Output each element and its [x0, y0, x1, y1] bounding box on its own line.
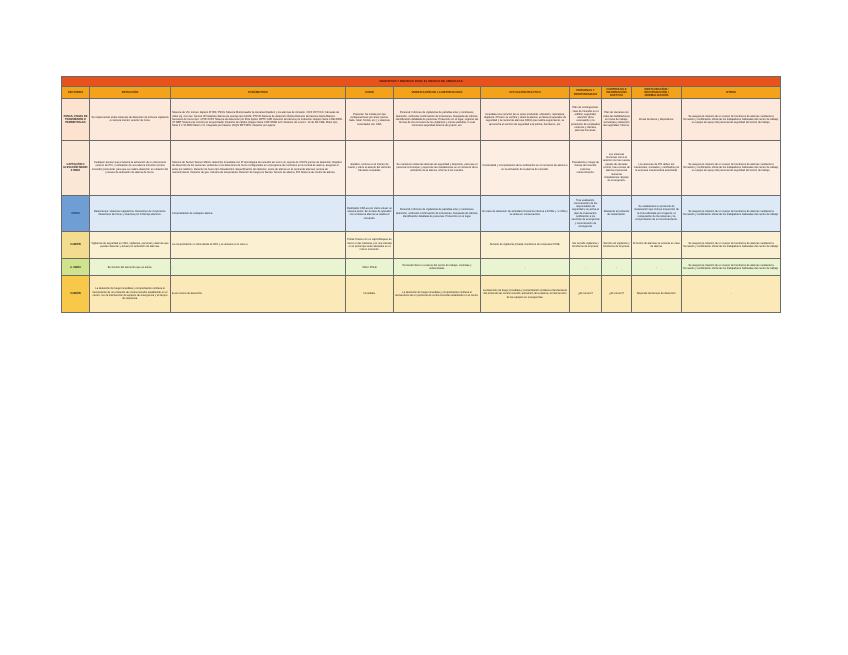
table-cell: Presente: Se instala por tipo configuraciones por área (vecino, baile, retail, frontal, etc.) y sistemas conectados con CRA.: [346, 99, 394, 140]
table-cell: Inmediata una mención de su aviso producido, ubicación, naturaleza, objetivos. Primero se verifica y ubica la alarma, se llama al operador de seguridad y la central de alarmas (CRA) que realiza seguimiento, se aprovecha el servicio de seguridad a la policía, bomberos, etc.: [481, 99, 570, 140]
table-title: OBJETIVOS Y MEDIDAS PARA EL RIESGO DE AMENAZAS: [62, 77, 781, 87]
table-cell: La detección de fuego inmediata y comprobación conlleva el lanzamiento del protocolo de contra incendio, activación de la alarma, la intervención de los equipos en emergencias.: [481, 276, 570, 312]
sector-cell: CAMIÓN: [62, 276, 90, 312]
spreadsheet: [61, 76, 780, 313]
sector-cell: A. OBRA: [62, 259, 90, 276]
risk-measures-table: [61, 76, 781, 313]
header-verificacion: VERIFICACIÓN DE LA METODOLOGÍA: [394, 87, 481, 99]
table-cell: -: [481, 259, 570, 276]
table-cell: Tras evaluación, comunicación de los responsables de seguridad y se activa el plan de evacuación, notificación a los servicios de emergencia y comunicación de emergencia.: [570, 195, 602, 231]
table-cell: Los sistemas funcionan como el anterior con las nuevas pautas de cámaras control, tras el aviso de alarma el personal revisa las instalaciones. Equipo de emergencia.: [602, 140, 632, 195]
header-restauracion: RESTAURACIÓN / RECUPERACIÓN / NORMALIZACIÓN: [632, 87, 682, 99]
table-cell: Se implementan todos sistemas de detección de intrusos vigilancia en lectura interior, exterior de zona.: [90, 99, 171, 140]
table-cell: Personal: Informes de vigilancias de patrullas ente y monitoreos, detección, vehículos confirmación de intrusiones, búsqueda de indicios, identificación detallada de personas. Protección en el lugar.: [394, 195, 481, 231]
table-cell: La detección de fuego inmediata y comprobación conlleva el lanzamiento de un protocolo de contra incendio establecido en el centro.: [394, 276, 481, 312]
table-cell: Deslizador CRA es por cierto visual, un sistema lector. En el caso de operador con el sistema alarma se realiza el comando.: [346, 195, 394, 231]
table-cell: ¿El número?: [570, 276, 602, 312]
sector-cell: CAMIÓN: [62, 231, 90, 258]
table-cell: Estático, centros en el interior de cuarto y sobre el asiento del vehículo. Cámaras ocupadas.: [346, 140, 394, 195]
table-row: [62, 259, 781, 276]
table-cell: Continuidad y comprobación de la verificación en el momento de alarma o en la activación de la alarma de incendio.: [481, 140, 570, 195]
table-cell: Sistema de Vid. intruso: Equipo IP 360, PSOG Sistema Monitoreador la cámaras Rapidez y los alarmas de intrusión. CIFF OP P.F.D. Cámaras de video vig. Con tec. Sensor IR Violación Alarma de puertas tipo ALUM, PTZ IR Sistema de detección Óptica Detector de barrera óptica Barrera Sensores de humo tipo: 4 PIR XXXX Sistema de detección por fibra óptica. RPTF CAB. Detector de barrera por inducción: Equipo Serie 4 RE-500D-UT MBT Sistema de control por temporizador. Detector de cables: Equipo Serie 3 RF-5SSE 12V. Detector de movim.: 12 de RF CRE. Motor tipo Serie 3 z: M-4503 Motor c/ A. Integrado por batería: LDQS RPT RPG. Detector por agarre.: [171, 99, 346, 140]
header-otros: OTROS: [682, 87, 781, 99]
table-row: [62, 231, 781, 258]
table-cell: Se asegura la rotación de un cuerpo de bomberos de alarmas mediante la formación y certificación oficial de los trabajadores habituales del centro de trabajo, un equipo de apoyo del personal de seguridad del centro de trabajo.: [682, 99, 781, 140]
header-audio: AUDIO: [346, 87, 394, 99]
table-cell: Inmediata.: [346, 276, 394, 312]
table-cell: En función del elemento que se active.: [90, 259, 171, 276]
table-cell: Depende del tiempo de detección.: [632, 276, 682, 312]
table-cell: Personal interno o externo del centro de trabajo, contratas y subcontratas.: [394, 259, 481, 276]
table-cell: Se asegura la rotación de un cuerpo de bomberos de alarmas mediante la formación y certificación oficial de los trabajadores habituales del centro de trabajo.: [682, 231, 781, 258]
table-cell: Servicio de vigilancia y bomberos de empresa.: [602, 231, 632, 258]
table-cell: Detecciones: sistemas magnéticos. Detectores de movimiento. Detectores de humo y sistemas por infrarrojo eléctrico.: [90, 195, 171, 231]
table-cell: En caso de detección de actividad criminal se informa a FCSE y / o CRA y se actúa en consecuencia.: [481, 195, 570, 231]
table-cell: Vigilancia de seguridad en CRA, vigilantes, personal y alarmas que pueden detectar y actuar por activación de alarmas.: [90, 231, 171, 258]
header-personas: PERSONAS Y RESPONSABLES: [570, 87, 602, 99]
table-row: [62, 140, 781, 195]
sector-cell: CISCO: [62, 195, 90, 231]
table-row: [62, 99, 781, 140]
table-cell: Portal: Pasos con un cajón/bloqueo de cierre en las cámaras, por una cámara en el portal que sean alertados en el mismo momento.: [346, 231, 394, 258]
table-cell: Servicio de vigilancia privada, bomberos de empresas FCSE.: [481, 231, 570, 258]
table-cell: -: [632, 259, 682, 276]
table-cell: Plan de contingencias: caso de incendio en el edificio, seguridad, atención de la evacuación y la protección de empleados externos y clientes, alarmas humanas.: [570, 99, 602, 140]
table-cell: [394, 231, 481, 258]
title-row: [62, 77, 781, 87]
table-cell: Zonas de llaves y dispositivos.: [632, 99, 682, 140]
sector-cell: ZONAS, ZONAS DE TRANSMISIÓN O PERIMETRALES: [62, 99, 90, 140]
table-cell: Comprobación de cualquier alarma.: [171, 195, 346, 231]
header-sectores: SECTORES: [62, 87, 90, 99]
header-parametros: PARÁMETROS: [171, 87, 346, 99]
table-cell: -: [602, 259, 632, 276]
table-cell: El centro de alarmas se conecta en caso de alarma.: [632, 231, 682, 258]
table-cell: ¿El número?: [602, 276, 632, 312]
header-deteccion: DETECCIÓN: [90, 87, 171, 99]
header-actuacion: ACTUACIÓN PRACTICA: [481, 87, 570, 99]
table-cell: La detección de fuego inmediata y comprobación conlleva el lanzamiento de un protocolo de contra incendio establecido en el centro, con la intervención de equipos de emergencia y el tiempo de respuesta.: [90, 276, 171, 312]
table-cell: Prevalencia y riesgo de bienes de incendio externos, mantenimiento.: [570, 140, 602, 195]
table-cell: Se asegura la rotación de un cuerpo de bomberos de alarmas mediante la formación y certificación oficial de los trabajadores habituales del centro de trabajo.: [682, 195, 781, 231]
sector-cell: CAPTACIÓN O ELEVACIÓN MEDIO E INDIA: [62, 140, 90, 195]
table-cell: Se asegura la rotación de un cuerpo de bomberos de alarmas mediante la formación y certificación oficial de los trabajadores habituales del centro de trabajo, un equipo de apoyo del personal de seguridad del centro de trabajo.: [682, 140, 781, 195]
table-cell: CRA / POLE: [346, 259, 394, 276]
header-controles: CONTROLES E INFORMACIÓN ESTATUS: [602, 87, 632, 99]
table-cell: Cualquier acceso que produzca la activación de un documento externo de PCI, o activación de una alarma intrusión (contra incendio) perimetral, para que se realice detección en carácter del proceso de activación de alarma de humo.: [90, 140, 171, 195]
table-cell: Se mantienen sistemas alarmas de seguridad y detección, para que el personal comunique y supervise las instalaciones en el momento de la activación de la alarma, informe a los mandos.: [394, 140, 481, 195]
table-cell: -: [570, 259, 602, 276]
table-cell: Plan de cámaras con video las habilitaciones en horas de trabajo, tecnología y detección del seguridad. Informe.: [602, 99, 632, 140]
table-cell: Se establecerá un protocolo de restauración que incluye inspección de la zona afectada por el agente, la restauración de los sistemas y la comprobación de su funcionamiento.: [632, 195, 682, 231]
table-row: [62, 276, 781, 312]
table-cell: E.ext recinto de detección.: [171, 276, 346, 312]
table-cell: Los sistemas de PCI deben ser mantenidos, revisados y verificados por la empresa mantenedora autorizada.: [632, 140, 682, 195]
table-cell: Se asegura la rotación de un cuerpo de bomberos de alarmas mediante la formación y certificación oficial de los trabajadores habituales del centro de trabajo.: [682, 259, 781, 276]
table-cell: Ser servido vigilancia y bomberos de empresa.: [570, 231, 602, 258]
table-cell: -: [682, 276, 781, 312]
table-cell: La comprobación no hará desde la CRA y se actuará en el caso o.: [171, 231, 346, 258]
table-cell: Sistema de Sensor Sensor Marck: detección Inmediata con IP tecnológica de incendio así como un reporte de 3 DOS puntos de detección. Rapidez de detección de los sensores: ambiente o los detectores de humo configurados en el programa de monitoreo en la central de alarma, asegurar el aviso por teléfono. Detector de humo tipo fotoeléctrico. Especificación del detector; punto de alarma en la central de alarmas, lectura de mantenimiento. Detector de gas. Cámara de temperatura. Detector de fuego por llamas: Sensor de alarma, PCI Sistema de control de alarma.: [171, 140, 346, 195]
table-cell: -: [171, 259, 346, 276]
table-cell: Personal: Informes de vigilancias de patrullas ente y monitoreos, detección, vehículos confirmación de intrusiones, búsqueda de indicios, identificación detallada de personas. Protección en el lugar, registrar las formas de los comunes de los vigilantes y cursos patrullas, lo cual comunica seguridad externa de grupos, etc.: [394, 99, 481, 140]
table-cell: Restaurar el protocolo de restauración.: [602, 195, 632, 231]
header-row: [62, 87, 781, 99]
table-row: [62, 195, 781, 231]
